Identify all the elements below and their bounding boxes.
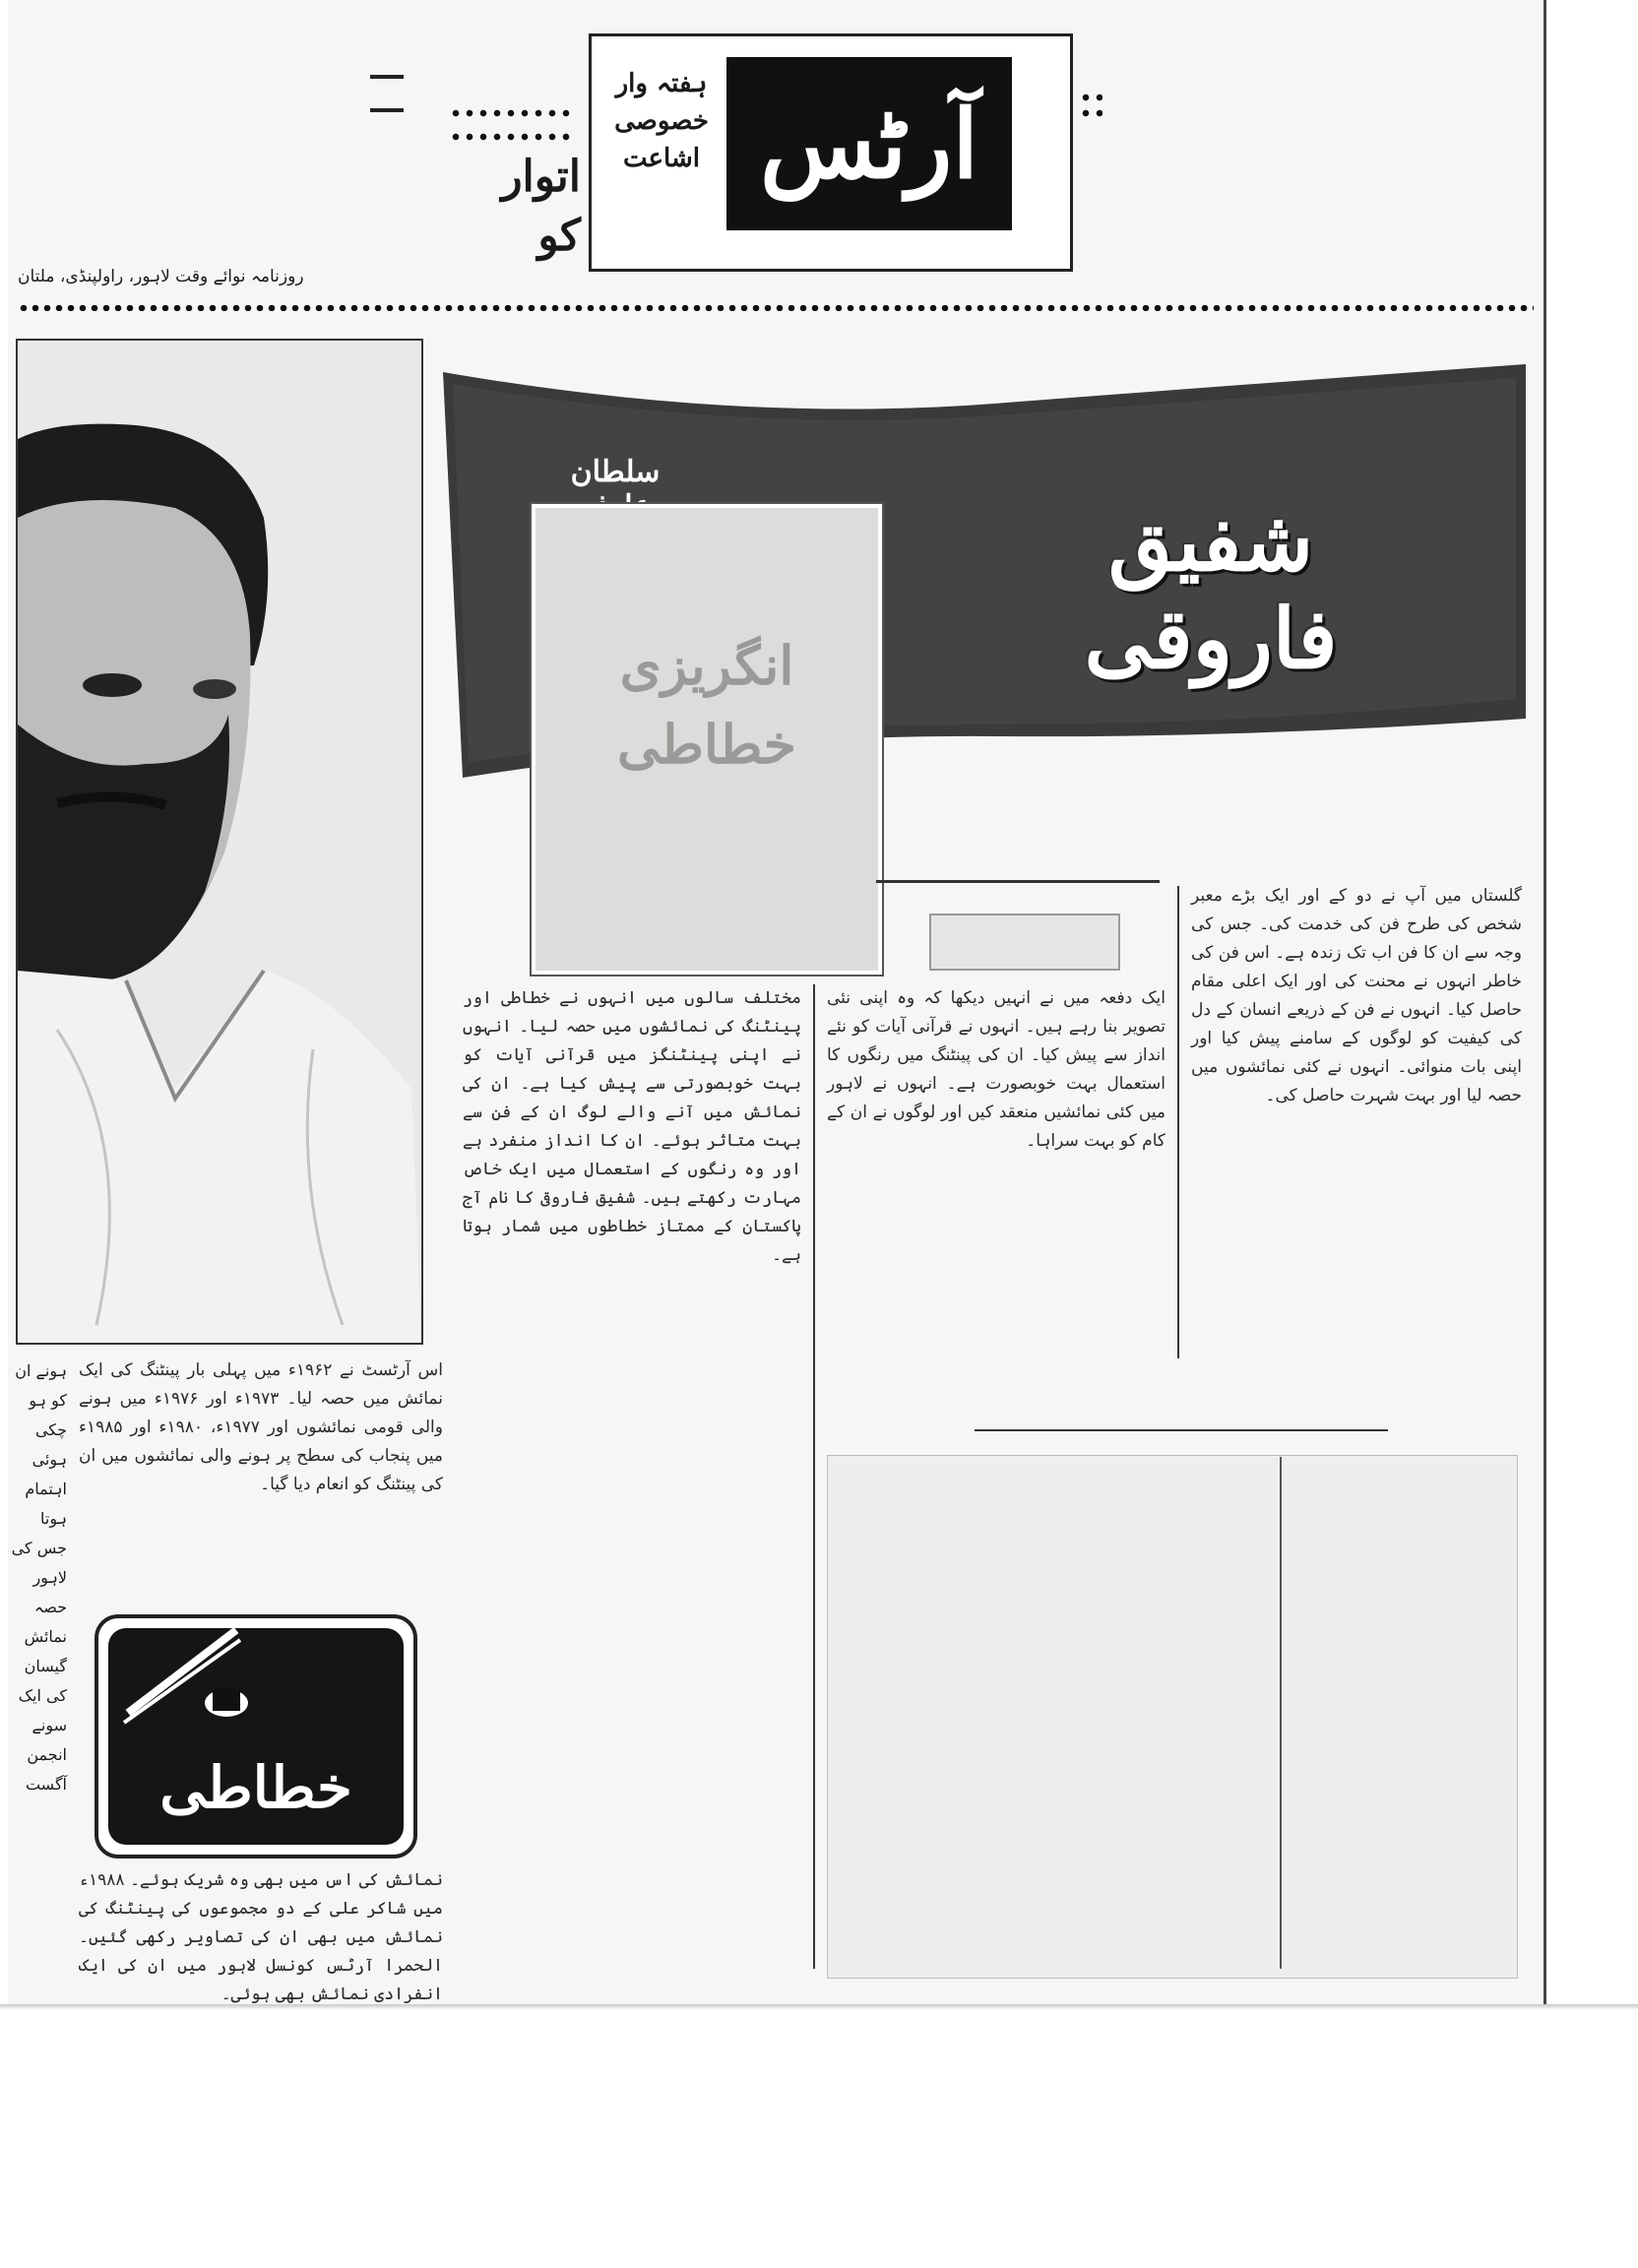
column-text: گلستاں میں آپ نے دو کے اور ایک بڑے معبر شخص کی طرح فن کی خدمت کی۔ جس کی وجہ سے ان کا فن اب تک زندہ ہے۔ اس فن کی خاطر انہوں نے محنت کی اور ایک اعلی مقام حاصل کیا۔ انہوں نے فن کے ذریعے انسان کے دل کی کیفیت کو لوگوں کے سامنے پیش کیا اور اپنی بات منوائی۔ انہوں نے کئی نمائشوں میں حصہ لیا اور بہت شہرت حاصل کی۔ (1191, 886, 1522, 1105)
caption-text: نمائش کی اس میں بھی وہ شریک ہوئے۔ ۱۹۸۸ء میں شاکر علی کے دو مجموعوں کی پینٹنگ کی نمائش میں بھی ان کی تصاویر رکھی گئیں۔ الحمرا آرٹس کونسل لاہور میں ان کی ایک انفرادی نمائش بھی ہوئی۔ (79, 1870, 443, 2004)
photo-caption-bottom (79, 1866, 443, 2009)
column-rule (876, 880, 1160, 883)
column-divider (813, 984, 815, 1969)
section-rule (975, 1429, 1388, 1431)
section-logo-text: خطاطی (108, 1628, 404, 1845)
article-title: شفیق فاروقی (1084, 492, 1338, 687)
arts-logo: آرٹس (726, 57, 1012, 230)
header-dots (1079, 93, 1102, 102)
header-dots (1079, 108, 1102, 118)
header-day (413, 148, 581, 266)
caption-text: اس آرٹسٹ نے ۱۹۶۲ء میں پہلی بار پینٹنگ کی ایک نمائش میں حصہ لیا۔ ۱۹۷۳ء اور ۱۹۷۶ء میں ہونے والی قومی نمائشوں اور ۱۹۷۷ء، ۱۹۸۰ء اور ۱۹۸۵ء میں پنجاب کی سطح پر ہونے والی نمائشوں میں ان کی پینٹنگ کو انعام دیا گیا۔ (79, 1360, 443, 1494)
photo-caption-top (79, 1356, 443, 1499)
inset-artwork (532, 504, 882, 975)
special-issue-line: اشاعت (623, 144, 700, 173)
article-column-2 (827, 984, 1166, 1156)
subheading-box (929, 914, 1120, 971)
article-column-1 (1191, 882, 1522, 1110)
day-suffix: کو (537, 211, 581, 261)
header-dots (449, 132, 573, 142)
header-dots (449, 108, 573, 118)
header-dash (370, 75, 404, 79)
column-divider (1177, 886, 1179, 1358)
edge-column: ہونے ان کو ہو چکی ہوئی اہتمام ہوتا جس کی لاہور حصہ نمائش گیسان کی ایک سونے انجمن آگست (11, 1361, 67, 1794)
newspaper-name: روزنامہ نوائے وقت لاہور، راولپنڈی، ملتان (18, 267, 304, 286)
article-column-3 (463, 984, 801, 1270)
inset-caption: انگریزی خطاطی (616, 634, 797, 776)
special-issue-line: ہفتہ وار (615, 69, 708, 98)
column-text: مختلف سالوں میں انہوں نے خطاطی اور پینٹنگ کی نمائشوں میں حصہ لیا۔ انہوں نے اپنی پینٹنگز میں قرآنی آیات کو بہت خوبصورتی سے پیش کیا ہے۔ ان کی نمائش میں آنے والے لوگ ان کے فن سے بہت متاثر ہوئے۔ ان کا انداز منفرد ہے اور وہ رنگوں کے استعمال میں ایک خاص مہارت رکھتے ہیں۔ شفیق فاروقی کا نام آج پاکستان کے ممتاز خطاطوں میں شمار ہوتا ہے۔ (463, 988, 801, 1265)
column-text: ایک دفعہ میں نے انہیں دیکھا کہ وہ اپنی نئی تصویر بنا رہے ہیں۔ انہوں نے قرآنی آیات کو نئے انداز سے پیش کیا۔ ان کی پینٹنگ میں رنگوں کا استعمال بہت خوبصورت ہے۔ انہوں نے لاہور میں کئی نمائشیں منعقد کیں اور لوگوں نے ان کے کام کو بہت سراہا۔ (827, 988, 1166, 1151)
portrait-illustration (18, 341, 421, 1343)
panel-divider (1280, 1457, 1282, 1969)
day-label: اتوار (501, 152, 581, 202)
portrait-photo (16, 339, 423, 1345)
faded-image-panel (827, 1455, 1518, 1979)
header-dash (370, 108, 404, 112)
masthead-rule (18, 305, 1534, 311)
special-issue-label (602, 65, 721, 177)
special-issue-line: خصوصی (614, 106, 709, 136)
pen-and-inkpot-icon (118, 1624, 256, 1732)
article-byline: سلطان (570, 455, 661, 489)
